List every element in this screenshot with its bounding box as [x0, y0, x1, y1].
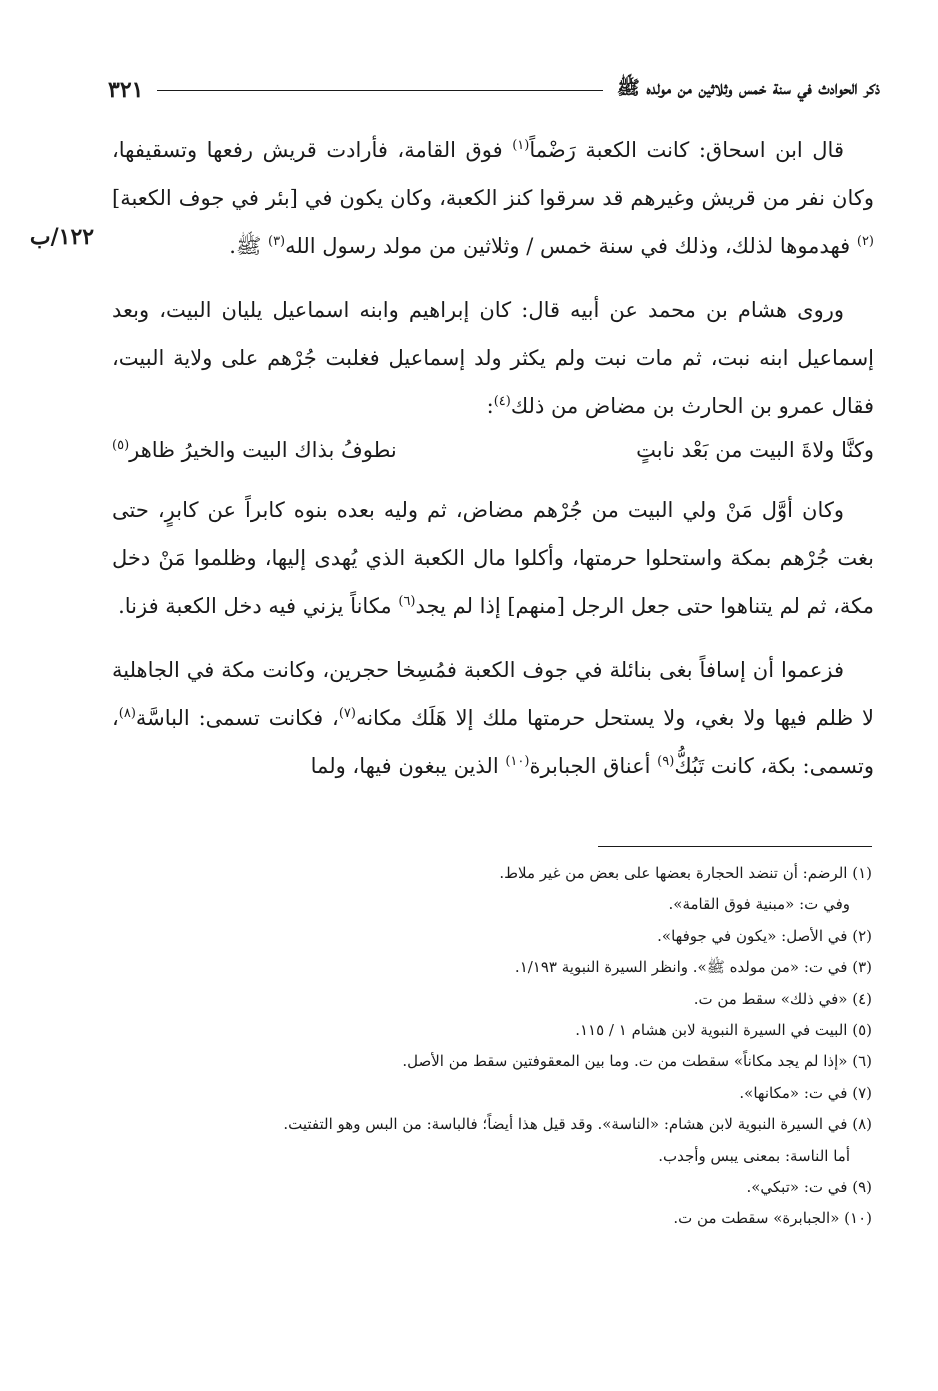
paragraph-text: وروى هشام بن محمد عن أبيه قال: كان إبراهيم وابنه اسماعيل يليان البيت، وبعد إسماعيل ابنه نبت، ثم مات نبت ولم يكثر ولد إسماعيل فغلبت جُرْهم على ولاية البيت، فقال عمرو بن الحارث بن مضاض من ذلك — [112, 298, 874, 418]
running-header — [108, 76, 880, 104]
footnote-ref[interactable]: (٢) — [856, 234, 874, 249]
footnote-ref[interactable]: (٣) — [267, 234, 286, 249]
footnote-ref[interactable]: (٧) — [338, 706, 356, 721]
footnote-ref[interactable]: (٩) — [657, 754, 675, 769]
margin-folio-note: ١٢٢/ب — [29, 224, 95, 250]
page-number: ٣٢١ — [108, 77, 144, 103]
paragraph-3 — [112, 486, 874, 630]
footnote-2: (٢) في الأصل: «يكون في جوفها». — [657, 926, 872, 945]
paragraph-text: فهدموها لذلك، وذلك في سنة خمس / وثلاثين من مولد رسول الله — [285, 234, 857, 258]
footnote-ref[interactable]: (٥) — [112, 438, 130, 453]
paragraph-text: ﷺ. — [229, 234, 268, 258]
paragraph-text: فزعموا أن إسافاً بغى بنائلة في جوف الكعبة فمُسِخا حجرين، وكانت مكة في الجاهلية لا ظلم فيها ولا بغي، ولا يستحل حرمتها ملك إلا هَلَك مكانه — [112, 658, 874, 730]
footnote-6: (٦) «إذا لم يجد مكاناً» سقطت من ت. وما بين المعقوفتين سقط من الأصل. — [402, 1052, 872, 1071]
paragraph-text: أعناق الجبابرة — [529, 754, 658, 778]
poem-hemistich-2-wrap — [112, 430, 397, 470]
paragraph-text: ، فكانت تسمى: الباسَّة — [135, 706, 339, 730]
paragraph-4 — [112, 646, 874, 790]
paragraph-text: فوق القامة، فأرادت قريش رفعها وتسقيفها، وكان نفر من قريش وغيرهم قد سرقوا كنز الكعبة، وكان يكون في [بئر في جوف الكعبة] — [112, 138, 874, 210]
paragraph-2 — [112, 286, 874, 430]
footnote-1: (١) الرضم: أن تنضد الحجارة بعضها على بعض من غير ملاط. — [499, 864, 872, 882]
footnote-8: (٨) في السيرة النبوية لابن هشام: «الناسة». وقد قيل هذا أيضاً؛ فالباسة: من البس وهو التفتيت. — [283, 1115, 872, 1134]
paragraph-text: قال ابن اسحاق: كانت الكعبة رَضْماً — [529, 138, 844, 162]
footnote-ref[interactable]: (٦) — [398, 594, 416, 609]
paragraph-text: مكاناً يزني فيه دخل الكعبة فزنا. — [118, 594, 399, 618]
paragraph-text: الذين يبغون فيها، ولما — [310, 754, 506, 778]
footnote-4: (٤) «في ذلك» سقط من ت. — [693, 989, 872, 1008]
footnote-7: (٧) في ت: «مكانها». — [739, 1083, 872, 1102]
header-title: ذكر الحوادث في سنة خمس وثلاثين من مولده ﷺ — [616, 77, 880, 99]
footnote-1-continuation: وفي ت: «مبنية فوق القامة». — [668, 895, 850, 914]
main-text — [112, 126, 874, 790]
footnote-5: (٥) البيت في السيرة النبوية لابن هشام ١ / ١١٥. — [575, 1021, 872, 1040]
footnote-8-continuation: أما الناسة: بمعنى يبس وأجدب. — [658, 1146, 850, 1165]
footnote-9: (٩) في ت: «تبكي». — [746, 1178, 872, 1197]
footnote-divider — [598, 846, 872, 847]
poem-hemistich-2: نطوفُ بذاك البيت والخيرُ ظاهر — [129, 438, 397, 462]
paragraph-1 — [112, 126, 874, 270]
poem-verse — [112, 430, 874, 470]
footnote-ref[interactable]: (٨) — [118, 706, 136, 721]
footnote-ref[interactable]: (١) — [512, 138, 530, 153]
poem-hemistich-1: وكنَّا ولاةَ البيت من بَعْد نابتٍ — [636, 438, 874, 462]
paragraph-text: ، وتسمى: بكة، كانت تَبُكُّ — [112, 706, 874, 778]
paragraph-text: وكان أوَّل مَنْ ولي البيت من جُرْهم مضاض، ثم وليه بعده بنوه كابراً عن كابرٍ، حتى بغت جُرْهم بمكة واستحلوا حرمتها، وأكلوا مال الكعبة الذي يُهدى إليها، وظلموا مَنْ دخل مكة، ثم لم يتناهوا حتى جعل الرجل [منهم] إذا لم يجد — [112, 498, 874, 618]
footnotes — [112, 858, 872, 1235]
footnote-3: (٣) في ت: «من مولده ﷺ». وانظر السيرة النبوية ١/١٩٣. — [514, 958, 872, 977]
footnote-ref[interactable]: (١٠) — [505, 754, 530, 769]
footnote-10: (١٠) «الجبابرة» سقطت من ت. — [673, 1209, 872, 1228]
paragraph-text: : — [486, 394, 494, 418]
header-rule — [157, 90, 602, 91]
footnote-ref[interactable]: (٤) — [493, 394, 511, 409]
